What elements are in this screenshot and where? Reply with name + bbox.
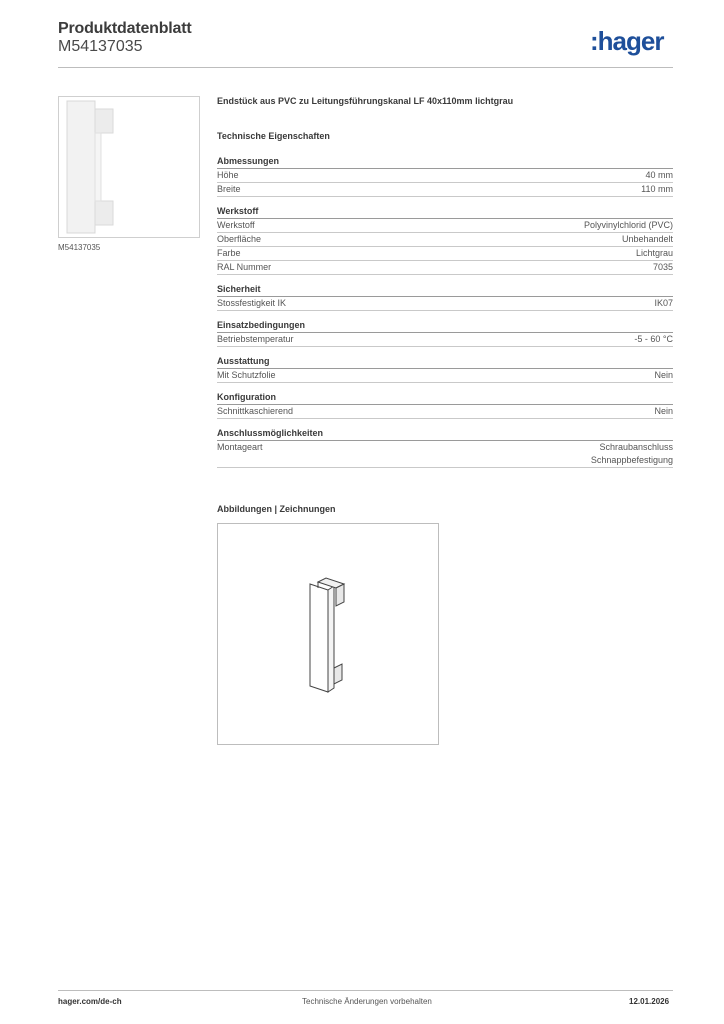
row-label: Oberfläche bbox=[217, 234, 262, 244]
section-title: Abmessungen bbox=[217, 155, 673, 169]
section-abmessungen bbox=[217, 155, 673, 197]
row-value: Unbehandelt bbox=[621, 234, 673, 244]
table-row bbox=[217, 441, 673, 468]
row-label: Betriebstemperatur bbox=[217, 334, 294, 344]
document-title: Produktdatenblatt bbox=[58, 20, 192, 37]
product-code: M54137035 bbox=[58, 38, 143, 55]
hager-logo: :hager bbox=[590, 26, 664, 56]
footer-date: 12.01.2026 bbox=[629, 997, 670, 1006]
row-label: RAL Nummer bbox=[217, 262, 272, 272]
row-value: Polyvinylchlorid (PVC) bbox=[583, 220, 673, 230]
table-row bbox=[217, 261, 673, 275]
row-label: Mit Schutzfolie bbox=[217, 370, 276, 380]
section-title: Werkstoff bbox=[217, 205, 673, 219]
section-sicherheit bbox=[217, 283, 673, 311]
section-anschlussmoeglichkeiten bbox=[217, 427, 673, 468]
product-title: Endstück aus PVC zu Leitungsführungskanal LF 40x110mm lichtgrau bbox=[217, 96, 514, 106]
row-value: 110 mm bbox=[641, 184, 673, 194]
footer-website-link[interactable]: hager.com/de-ch bbox=[58, 997, 122, 1006]
section-title: Anschlussmöglichkeiten bbox=[217, 427, 673, 441]
footer-divider bbox=[58, 990, 673, 991]
table-row bbox=[217, 247, 673, 261]
section-title: Einsatzbedingungen bbox=[217, 319, 673, 333]
table-row bbox=[217, 369, 673, 383]
row-value: Nein bbox=[654, 406, 673, 416]
table-row bbox=[217, 183, 673, 197]
table-row bbox=[217, 405, 673, 419]
section-ausstattung bbox=[217, 355, 673, 383]
row-label: Farbe bbox=[217, 248, 241, 258]
drawing-frame bbox=[217, 523, 439, 745]
section-title: Sicherheit bbox=[217, 283, 673, 297]
row-value: Nein bbox=[654, 370, 673, 380]
row-label: Stossfestigkeit IK bbox=[217, 298, 287, 308]
row-value: IK07 bbox=[654, 298, 673, 308]
thumbnail-caption: M54137035 bbox=[58, 243, 101, 252]
section-title: Ausstattung bbox=[217, 355, 673, 369]
table-row bbox=[217, 219, 673, 233]
row-label: Werkstoff bbox=[217, 220, 255, 230]
end-cap-image bbox=[59, 97, 199, 237]
section-einsatzbedingungen bbox=[217, 319, 673, 347]
row-value: 7035 bbox=[652, 262, 673, 272]
row-label: Montageart bbox=[217, 442, 263, 452]
footer-notice: Technische Änderungen vorbehalten bbox=[302, 997, 432, 1006]
end-cap-drawing bbox=[218, 524, 438, 744]
row-label: Breite bbox=[217, 184, 241, 194]
row-value: Lichtgrau bbox=[635, 248, 673, 258]
section-title: Konfiguration bbox=[217, 391, 673, 405]
row-value: 40 mm bbox=[645, 170, 673, 180]
logo-text: hager bbox=[597, 26, 664, 56]
row-label: Schnittkaschierend bbox=[217, 406, 294, 416]
table-row bbox=[217, 233, 673, 247]
section-werkstoff bbox=[217, 205, 673, 275]
table-row bbox=[217, 169, 673, 183]
properties bbox=[217, 155, 673, 476]
figures-heading: Abbildungen | Zeichnungen bbox=[217, 504, 336, 514]
row-value: Schraubanschluss Schnappbefestigung bbox=[590, 442, 673, 465]
table-row bbox=[217, 297, 673, 311]
row-label: Höhe bbox=[217, 170, 239, 180]
section-konfiguration bbox=[217, 391, 673, 419]
table-row bbox=[217, 333, 673, 347]
product-thumbnail bbox=[58, 96, 200, 238]
row-value: -5 - 60 °C bbox=[634, 334, 673, 344]
tech-heading: Technische Eigenschaften bbox=[217, 131, 330, 141]
header-divider bbox=[58, 67, 673, 68]
